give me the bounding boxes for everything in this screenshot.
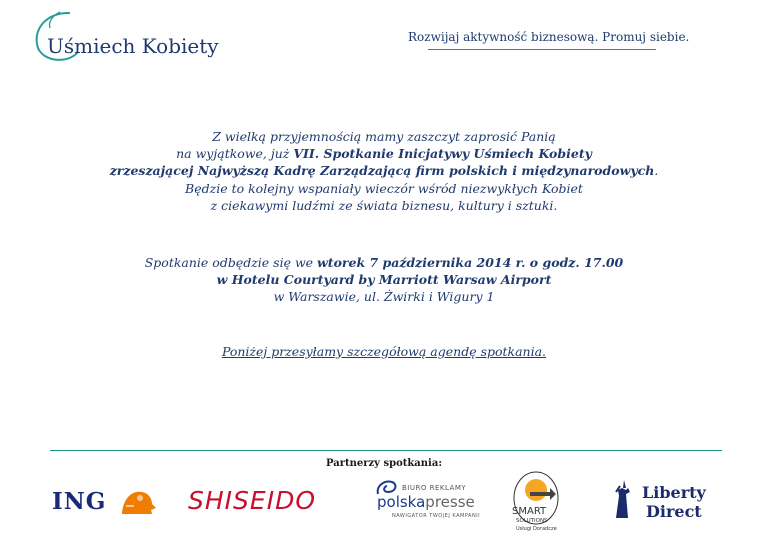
agenda-link[interactable]: Poniżej przesyłamy szczegółową agendę spotkania. — [221, 344, 547, 359]
polskapresse-subtitle: NAWIGATOR TWOJEJ KAMPANII — [392, 513, 481, 519]
event-venue-line: w Hotelu Courtyard by Marriott Warsaw Airport — [216, 272, 552, 288]
tagline-underline — [428, 49, 656, 50]
polskapresse-wordmark: polskapresse — [377, 493, 475, 511]
partner-logo-ing — [52, 484, 160, 518]
direct-wordmark: Direct — [646, 502, 702, 521]
polskapresse-top-text: BIURO REKLAMY — [402, 484, 467, 492]
liberty-wordmark: Liberty — [642, 483, 706, 502]
tagline: Rozwijaj aktywność biznesową. Promuj siebie. — [408, 30, 690, 44]
partner-logo-liberty-direct — [610, 478, 710, 522]
smart-solutions-text: SOLUTIONS — [516, 518, 548, 524]
ing-lion-icon — [118, 484, 160, 516]
event-date-line: Spotkanie odbędzie się we wtorek 7 października 2014 r. o godz. 17.00 — [144, 255, 624, 270]
agenda-note[interactable] — [40, 343, 728, 360]
invitation-line: na wyjątkowe, już VII. Spotkanie Inicjatywy Uśmiech Kobiety — [176, 146, 592, 162]
statue-of-liberty-icon — [610, 478, 640, 522]
footer-divider — [50, 450, 722, 451]
invitation-line: z ciekawymi ludźmi ze świata biznesu, kultury i sztuki. — [210, 197, 558, 213]
ing-wordmark: ING — [52, 488, 107, 515]
invitation-block — [40, 128, 728, 214]
partners-label: Partnerzy spotkania: — [325, 458, 443, 469]
partner-logo-smart-solutions — [510, 470, 566, 536]
smart-wordmark: SMART — [512, 506, 547, 517]
partner-logo-shiseido — [188, 486, 348, 516]
partner-logo-polskapresse — [374, 478, 481, 522]
event-address-line: w Warszawie, ul. Żwirki i Wigury 1 — [273, 289, 495, 305]
invitation-line: Będzie to kolejny wspaniały wieczór wśród niezwykłych Kobiet — [185, 180, 583, 196]
invitation-line: zrzeszającej Najwyższą Kadrę Zarządzającą firm polskich i międzynarodowych. — [109, 163, 659, 179]
invitation-line: Z wielką przyjemnością mamy zaszczyt zaprosić Panią — [212, 129, 556, 144]
shiseido-wordmark: SHISEIDO — [188, 486, 317, 515]
event-details — [40, 254, 728, 306]
smart-services-text: Usługi Doradcze — [516, 526, 557, 532]
brand-logo — [30, 8, 219, 64]
logo-text: Uśmiech Kobiety — [47, 34, 219, 58]
